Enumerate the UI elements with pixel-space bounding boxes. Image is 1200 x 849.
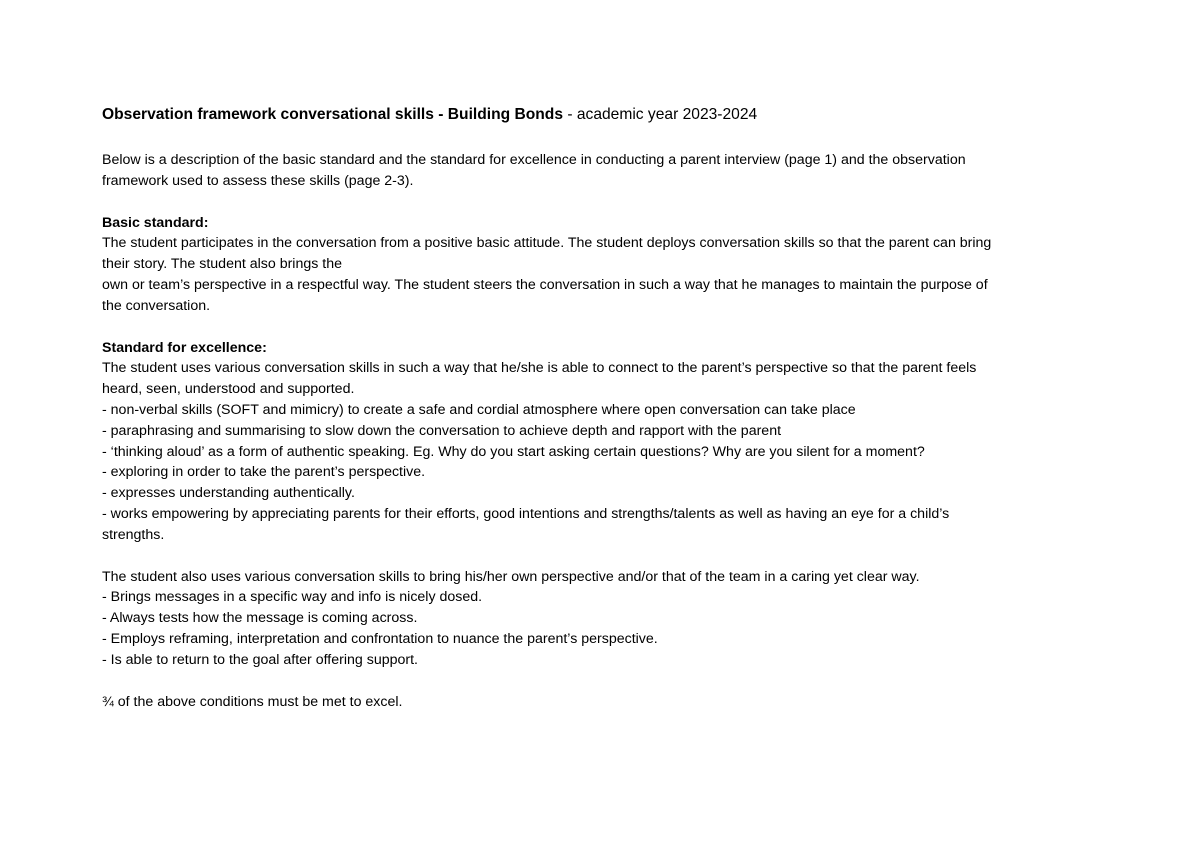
basic-standard-section <box>102 213 1102 317</box>
own-perspective-line: The student also uses various conversation skills to bring his/her own perspective and/or that of the team in a caring yet clear way. <box>102 568 920 585</box>
intro-paragraph <box>102 150 1102 192</box>
title-main: Observation framework conversational skills - Building Bonds <box>102 106 563 123</box>
own-perspective-bullet: - Brings messages in a specific way and info is nicely dosed. <box>102 589 483 606</box>
excellence-bullet: - works empowering by appreciating parents for their efforts, good intentions and strengths/talents as well as having an eye for a child’s <box>102 505 950 522</box>
basic-standard-line: the conversation. <box>102 297 211 314</box>
excellence-heading: Standard for excellence: <box>102 339 267 356</box>
excellence-bullet: - non-verbal skills (SOFT and mimicry) to create a safe and cordial atmosphere where open conversation can take place <box>102 401 856 418</box>
excellence-bullet: strengths. <box>102 526 165 543</box>
own-perspective-bullet: - Employs reframing, interpretation and confrontation to nuance the parent’s perspective. <box>102 630 658 647</box>
excellence-bullet: - ‘thinking aloud’ as a form of authentic speaking. Eg. Why do you start asking certain questions? Why are you silent for a moment? <box>102 443 925 460</box>
closing-line: ¾ of the above conditions must be met to excel. <box>102 693 403 710</box>
excellence-bullet: - expresses understanding authentically. <box>102 485 355 502</box>
excellence-bullet: - exploring in order to take the parent’s perspective. <box>102 464 426 481</box>
title-academic-year: - academic year 2023-2024 <box>563 106 758 123</box>
own-perspective-section <box>102 567 1102 671</box>
document-title <box>102 104 1102 126</box>
own-perspective-bullet: - Always tests how the message is coming across. <box>102 610 418 627</box>
excellence-bullet: - paraphrasing and summarising to slow down the conversation to achieve depth and rapport with the parent <box>102 422 782 439</box>
basic-standard-line: their story. The student also brings the <box>102 256 343 273</box>
document-body <box>102 104 1102 733</box>
intro-line: Below is a description of the basic standard and the standard for excellence in conducting a parent interview (page 1) and the observation <box>102 152 966 168</box>
own-perspective-bullet: - Is able to return to the goal after offering support. <box>102 651 418 668</box>
excellence-line: The student uses various conversation skills in such a way that he/she is able to connect to the parent’s perspective so that the parent feels <box>102 360 977 377</box>
basic-standard-line: The student participates in the conversation from a positive basic attitude. The student deploys conversation skills so that the parent can bring <box>102 235 992 252</box>
basic-standard-line: own or team’s perspective in a respectful way. The student steers the conversation in such a way that he manages to maintain the purpose of <box>102 276 988 293</box>
excellence-line: heard, seen, understood and supported. <box>102 381 355 398</box>
closing-paragraph <box>102 692 1102 713</box>
excellence-section <box>102 338 1102 546</box>
intro-line: framework used to assess these skills (page 2-3). <box>102 172 414 189</box>
basic-standard-heading: Basic standard: <box>102 214 209 231</box>
